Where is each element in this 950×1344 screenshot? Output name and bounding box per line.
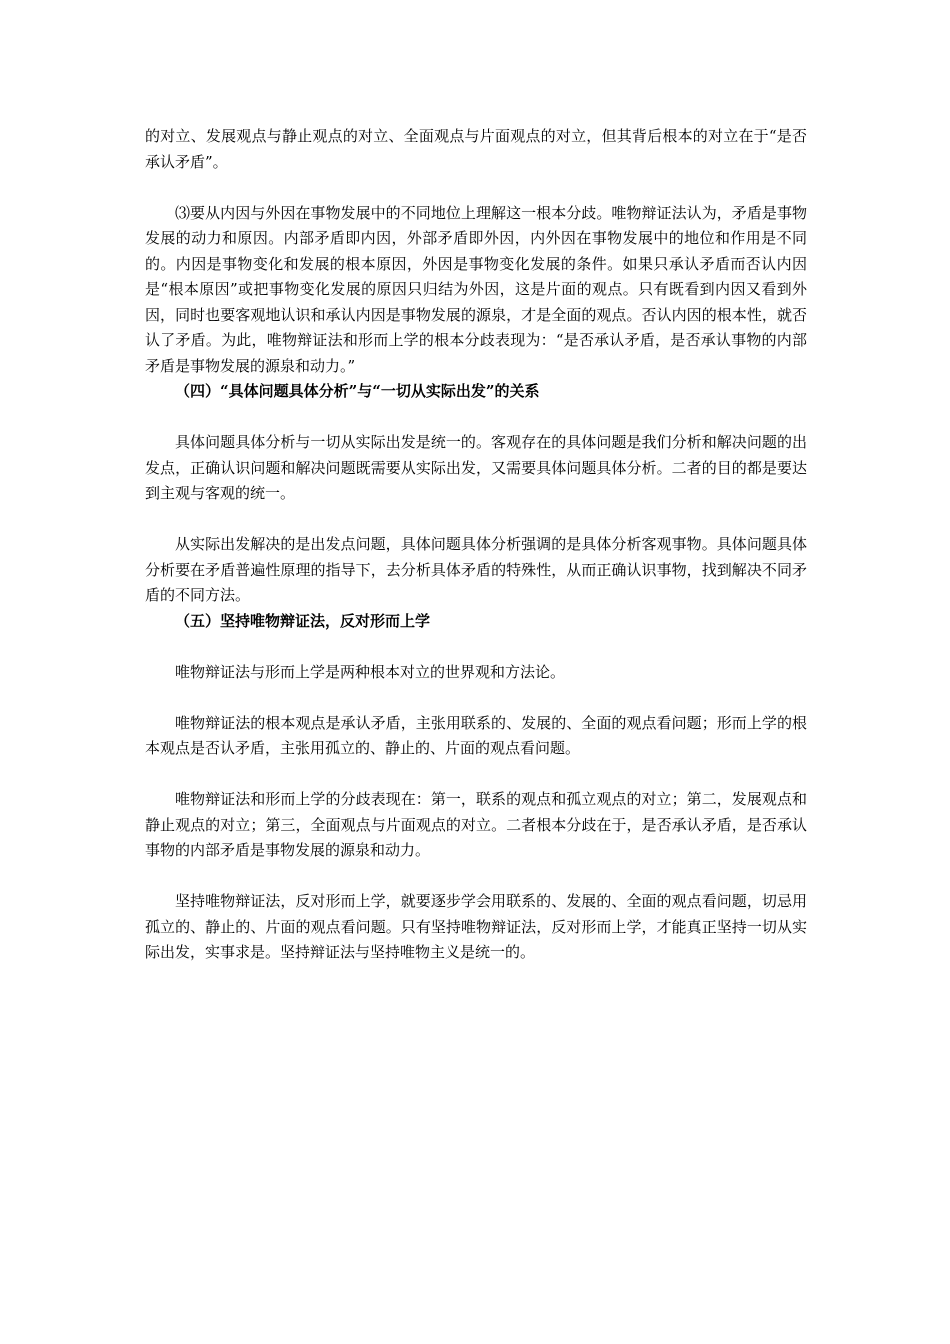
paragraph-continuation: 的对立、发展观点与静止观点的对立、全面观点与片面观点的对立，但其背后根本的对立在于“是否承认矛盾”。	[145, 127, 807, 171]
section-heading-5: （五）坚持唯物辩证法，反对形而上学	[175, 611, 431, 630]
document-body	[145, 124, 807, 966]
paragraph-conclusion: 坚持唯物辩证法，反对形而上学，就要逐步学会用联系的、发展的、全面的观点看问题，切忌用孤立的、静止的、片面的观点看问题。只有坚持唯物辩证法，反对形而上学，才能真正坚持一切从实际出发，实事求是。坚持辩证法与坚持唯物主义是统一的。	[145, 892, 807, 961]
paragraph-worldviews: 唯物辩证法与形而上学是两种根本对立的世界观和方法论。	[175, 662, 566, 681]
section-heading-4: （四）“具体问题具体分析”与“一切从实际出发”的关系	[175, 382, 540, 400]
paragraph-divergences: 唯物辩证法和形而上学的分歧表现在：第一，联系的观点和孤立观点的对立；第二，发展观点和静止观点的对立；第三，全面观点与片面观点的对立。二者根本分歧在于，是否承认矛盾，是否承认事物的内部矛盾是事物发展的源泉和动力。	[145, 790, 807, 859]
paragraph-fundamental-views: 唯物辩证法的根本观点是承认矛盾，主张用联系的、发展的、全面的观点看问题；形而上学的根本观点是否认矛盾，主张用孤立的、静止的、片面的观点看问题。	[145, 713, 807, 757]
paragraph-starting-point: 从实际出发解决的是出发点问题，具体问题具体分析强调的是具体分析客观事物。具体问题具体分析要在矛盾普遍性原理的指导下，去分析具体矛盾的特殊性，从而正确认识事物，找到解决不同矛盾的不同方法。	[145, 535, 807, 604]
paragraph-unity: 具体问题具体分析与一切从实际出发是统一的。客观存在的具体问题是我们分析和解决问题的出发点，正确认识问题和解决问题既需要从实际出发，又需要具体问题具体分析。二者的目的都是要达到主观与客观的统一。	[145, 433, 807, 502]
paragraph-internal-external-causes: ⑶要从内因与外因在事物发展中的不同地位上理解这一根本分歧。唯物辩证法认为，矛盾是事物发展的动力和原因。内部矛盾即内因，外部矛盾即外因，内外因在事物发展中的地位和作用是不同的。内因是事物变化和发展的根本原因，外因是事物变化发展的条件。如果只承认矛盾而否认内因是“根本原因”或把事物变化发展的原因只归结为外因，这是片面的观点。只有既看到内因又看到外因，同时也要客观地认识和承认内因是事物发展的源泉，才是全面的观点。否认内因的根本性，就否认了矛盾。为此，唯物辩证法和形而上学的根本分歧表现为：“是否承认矛盾，是否承认事物的内部矛盾是事物发展的源泉和动力。”	[145, 203, 807, 375]
